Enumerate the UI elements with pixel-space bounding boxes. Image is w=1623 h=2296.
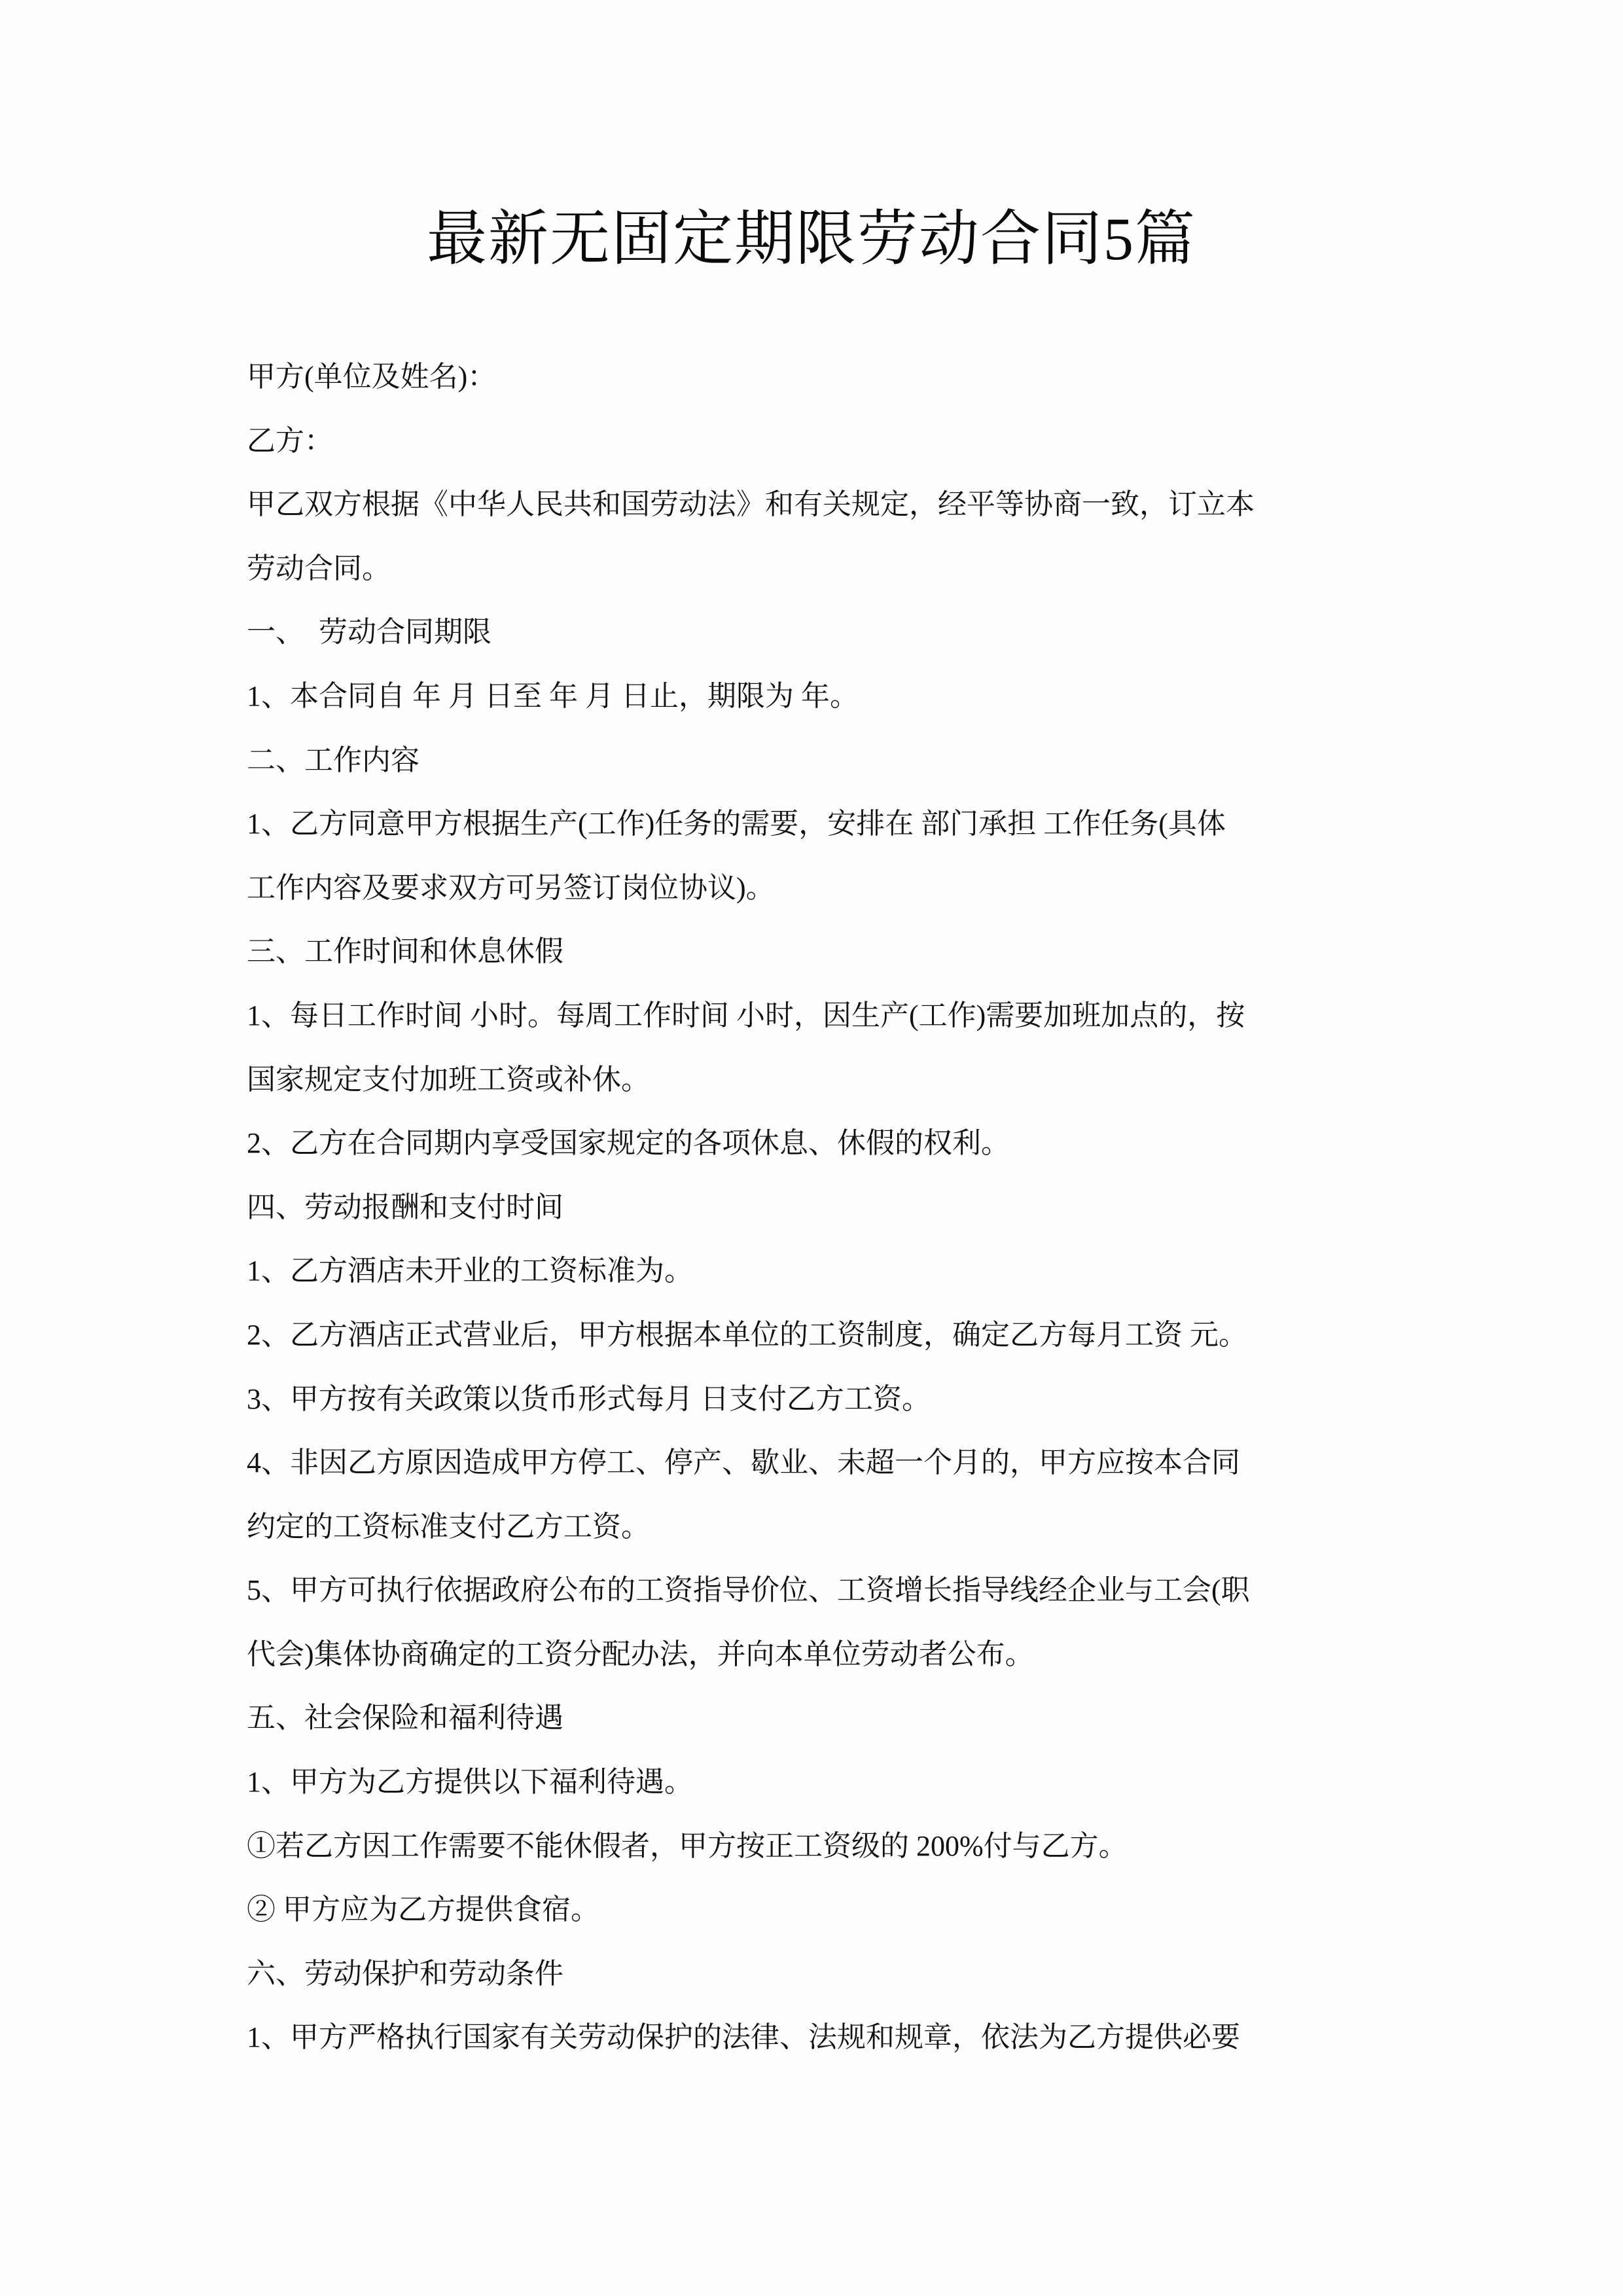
- clause-line: ② 甲方应为乙方提供食宿。: [247, 1893, 599, 1926]
- clause-line: 约定的工资标准支付乙方工资。: [247, 1510, 650, 1543]
- clause-line: 1、甲方严格执行国家有关劳动保护的法律、法规和规章，依法为乙方提供必要: [247, 2021, 1240, 2054]
- preamble-line-2: 劳动合同。: [247, 552, 391, 584]
- clause-line: 2、乙方酒店正式营业后，甲方根据本单位的工资制度，确定乙方每月工资 元。: [247, 1318, 1247, 1351]
- clause-line: 1、乙方同意甲方根据生产(工作)任务的需要，安排在 部门承担 工作任务(具体: [247, 808, 1226, 840]
- clause-line: 1、每日工作时间 小时。每周工作时间 小时，因生产(工作)需要加班加点的，按: [247, 999, 1245, 1031]
- document-body: [247, 345, 1405, 2070]
- clause-line: 国家规定支付加班工资或补休。: [247, 1063, 650, 1096]
- section-heading-2: 二、工作内容: [247, 744, 419, 776]
- section-heading-5: 五、社会保险和福利待遇: [247, 1702, 563, 1734]
- section-heading-6: 六、劳动保护和劳动条件: [247, 1957, 563, 1990]
- clause-line: 工作内容及要求双方可另签订岗位协议)。: [247, 871, 775, 904]
- section-heading-3: 三、工作时间和休息休假: [247, 935, 563, 968]
- clause-line: 4、非因乙方原因造成甲方停工、停产、歇业、未超一个月的，甲方应按本合同: [247, 1446, 1240, 1479]
- preamble-line-1: 甲乙双方根据《中华人民共和国劳动法》和有关规定，经平等协商一致，订立本: [247, 488, 1255, 521]
- clause-line: 3、甲方按有关政策以货币形式每月 日支付乙方工资。: [247, 1382, 931, 1415]
- clause-line: 1、甲方为乙方提供以下福利待遇。: [247, 1766, 693, 1799]
- section-heading-4: 四、劳动报酬和支付时间: [247, 1191, 563, 1223]
- clause-line: 1、本合同自 年 月 日至 年 月 日止，期限为 年。: [247, 679, 859, 712]
- clause-line: 2、乙方在合同期内享受国家规定的各项休息、休假的权利。: [247, 1127, 1010, 1160]
- section-heading-1: 一、 劳动合同期限: [247, 616, 491, 649]
- clause-line: ①若乙方因工作需要不能休假者，甲方按正工资级的 200%付与乙方。: [247, 1829, 1128, 1862]
- party-b-line: 乙方：: [247, 424, 333, 457]
- clause-line: 1、乙方酒店未开业的工资标准为。: [247, 1255, 693, 1287]
- document-title: 最新无固定期限劳动合同5篇: [426, 206, 1196, 272]
- clause-line: 代会)集体协商确定的工资分配办法，并向本单位劳动者公布。: [247, 1638, 1034, 1670]
- party-a-line: 甲方(单位及姓名)：: [247, 361, 497, 393]
- clause-line: 5、甲方可执行依据政府公布的工资指导价位、工资增长指导线经企业与工会(职: [247, 1574, 1250, 1607]
